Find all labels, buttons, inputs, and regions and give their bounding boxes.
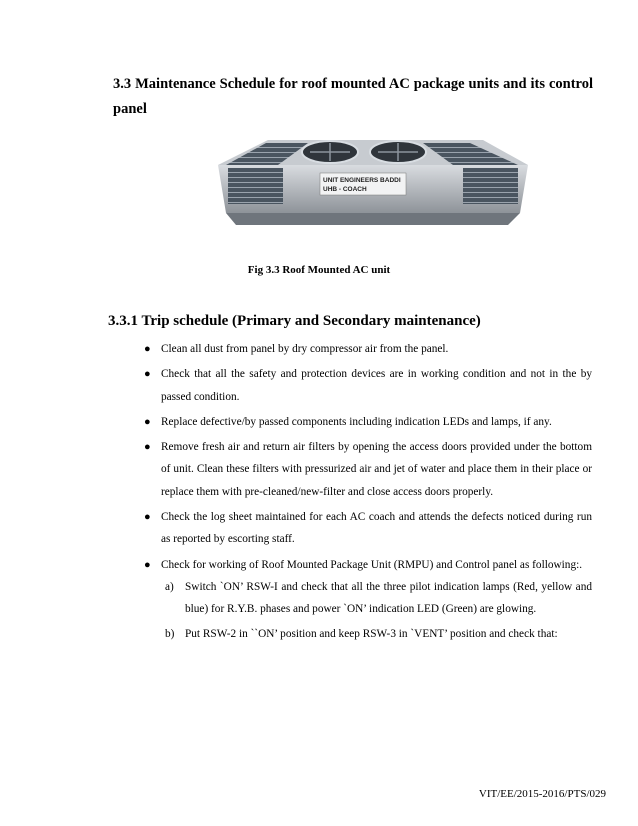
list-item: ● Remove fresh air and return air filters by opening the access doors provided under the bottom of unit. Clean these filters with pressurized air and jet of water and place them in their place or replace them with pre-cleaned/new-filter and close access doors properly. bbox=[144, 436, 592, 503]
sub-list-item: a) Switch `ON’ RSW-I and check that all the three pilot indication lamps (Red, yellow and blue) for R.Y.B. phases and power `ON’ indication LED (Green) are glowing. bbox=[165, 580, 592, 616]
list-item: ● Check for working of Roof Mounted Package Unit (RMPU) and Control panel as following:. a) Switch `ON’ RSW-I and check that all the three pilot indication lamps (Red, yellow and blue) for R.Y.B. phases and power `ON’ indication LED (Green) are glowing. b) Put RSW-2 in ``ON’ position and keep RSW-3 in `VENT’ position and check that: bbox=[144, 554, 592, 645]
sub-list-item: b) Put RSW-2 in ``ON’ position and keep RSW-3 in `VENT’ position and check that: bbox=[165, 627, 558, 640]
bullet-icon: ● bbox=[144, 415, 151, 428]
bullet-icon: ● bbox=[144, 441, 151, 454]
roof-ac-unit-image bbox=[208, 135, 538, 230]
figure-caption: Fig 3.3 Roof Mounted AC unit bbox=[247, 264, 391, 276]
bullet-icon: ● bbox=[144, 368, 151, 381]
list-item: ● Replace defective/by passed components including indication LEDs and lamps, if any. bbox=[144, 411, 592, 433]
section-heading: 3.3 Maintenance Schedule for roof mounted AC package units and its control panel bbox=[113, 76, 593, 117]
list-item: ● Check that all the safety and protection devices are in working condition and not in the by passed condition. bbox=[144, 363, 592, 408]
unit-label-line1: UNIT ENGINEERS BADDI bbox=[323, 177, 401, 184]
bullet-icon: ● bbox=[144, 558, 151, 571]
bullet-icon: ● bbox=[144, 511, 151, 524]
subsection-title: 3.3.1 Trip schedule (Primary and Secondary maintenance) bbox=[108, 313, 481, 329]
list-item: ● Check the log sheet maintained for each AC coach and attends the defects noticed during run as reported by escorting staff. bbox=[144, 506, 592, 551]
bullet-list bbox=[144, 338, 592, 648]
unit-label-line2: UHB - COACH bbox=[323, 186, 367, 193]
sub-list bbox=[161, 576, 592, 645]
page-footer: VIT/EE/2015-2016/PTS/029 bbox=[478, 788, 606, 800]
list-item: ● Clean all dust from panel by dry compressor air from the panel. bbox=[144, 338, 592, 360]
bullet-icon: ● bbox=[144, 343, 151, 355]
